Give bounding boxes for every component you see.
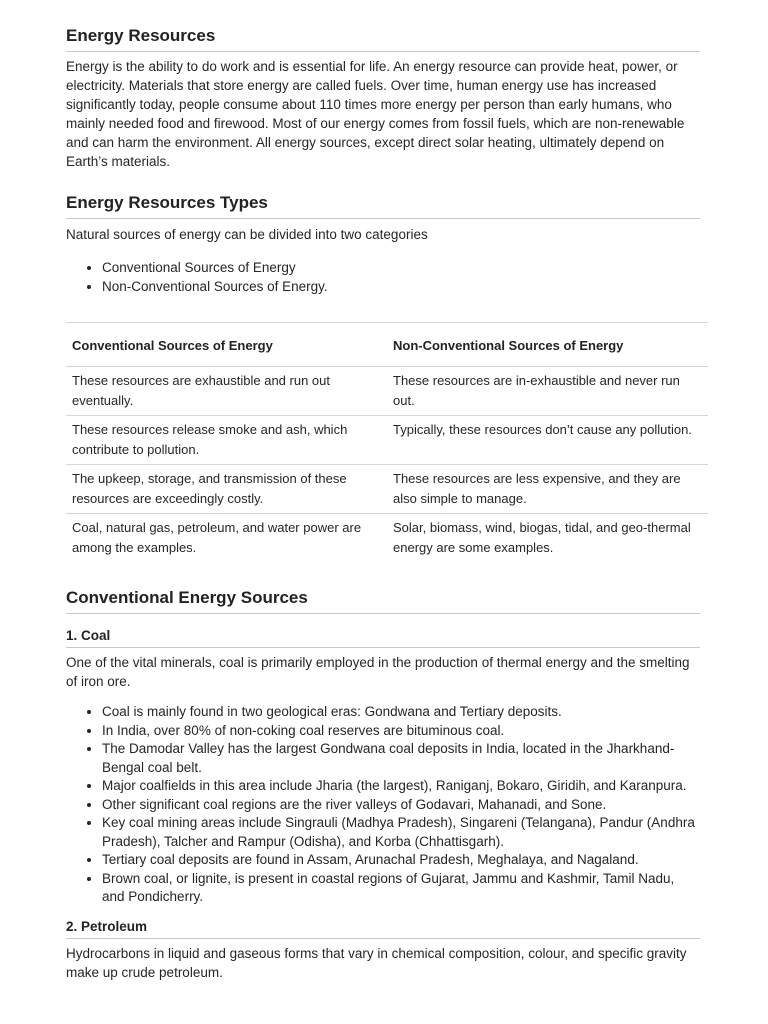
- energy-types-list: [66, 259, 700, 296]
- list-item: • The Damodar Valley has the largest Gondwana coal deposits in India, located in the Jharkhand-Bengal coal belt.: [102, 740, 700, 777]
- list-item: • Coal is mainly found in two geological eras: Gondwana and Tertiary deposits.: [102, 703, 700, 722]
- list-item: • Conventional Sources of Energy: [102, 259, 700, 278]
- list-item: • In India, over 80% of non-coking coal reserves are bituminous coal.: [102, 722, 700, 741]
- table-cell: Coal, natural gas, petroleum, and water power are among the examples.: [72, 520, 362, 555]
- table-cell: Solar, biomass, wind, biogas, tidal, and geo-thermal energy are some examples.: [393, 520, 691, 555]
- table-header-non-conventional: Non-Conventional Sources of Energy: [387, 323, 708, 367]
- energy-resources-paragraph: Energy is the ability to do work and is essential for life. An energy resource can provide heat, power, or electricity. Materials that store energy are called fuels. Over time, human energy use has increased significantly today, people consume about 110 times more energy per person than early humans, who mainly needed food and firewood. Most of our energy comes from fossil fuels, which are non-renewable and can harm the environment. All energy sources, except direct solar heating, ultimately depend on Earth’s materials.: [66, 59, 685, 169]
- list-item: • Key coal mining areas include Singrauli (Madhya Pradesh), Singareni (Telangana), Pandur (Andhra Pradesh), Talcher and Rampur (Odisha), and Korba (Chhattisgarh).: [102, 814, 700, 851]
- table-row: [66, 465, 708, 514]
- table-row: [66, 514, 708, 563]
- conventional-sources-heading: Conventional Energy Sources: [66, 588, 700, 614]
- table-cell: These resources are exhaustible and run out eventually.: [66, 367, 387, 416]
- table-cell: The upkeep, storage, and transmission of these resources are exceedingly costly.: [66, 465, 387, 514]
- energy-types-intro: Natural sources of energy can be divided into two categories: [66, 227, 428, 242]
- comparison-table: [66, 322, 708, 562]
- table-cell: These resources are less expensive, and they are also simple to manage.: [387, 465, 708, 514]
- petroleum-paragraph: Hydrocarbons in liquid and gaseous forms that vary in chemical composition, colour, and specific gravity make up crude petroleum.: [66, 945, 687, 980]
- coal-heading: 1. Coal: [66, 628, 700, 648]
- table-header-conventional: Conventional Sources of Energy: [66, 323, 387, 367]
- list-item: • Brown coal, or lignite, is present in coastal regions of Gujarat, Jammu and Kashmir, Tamil Nadu, and Pondicherry.: [102, 870, 700, 907]
- table-cell: These resources are in-exhaustible and never run out.: [387, 367, 708, 416]
- table-cell: Typically, these resources don’t cause any pollution.: [387, 416, 708, 465]
- table-header-row: [66, 323, 708, 367]
- energy-resources-heading: Energy Resources: [66, 26, 700, 52]
- coal-facts-list: [66, 703, 700, 907]
- coal-paragraph: One of the vital minerals, coal is primarily employed in the production of thermal energy and the smelting of iron ore.: [66, 655, 690, 689]
- table-row: [66, 416, 708, 465]
- document-page: [66, 0, 700, 982]
- petroleum-heading: 2. Petroleum: [66, 919, 700, 939]
- list-item: • Non-Conventional Sources of Energy.: [102, 278, 700, 297]
- energy-types-heading: Energy Resources Types: [66, 193, 700, 219]
- table-cell: These resources release smoke and ash, which contribute to pollution.: [66, 416, 387, 465]
- table-row: [66, 367, 708, 416]
- list-item: • Other significant coal regions are the river valleys of Godavari, Mahanadi, and Sone.: [102, 796, 700, 815]
- list-item: • Tertiary coal deposits are found in Assam, Arunachal Pradesh, Meghalaya, and Nagaland.: [102, 851, 700, 870]
- list-item: • Major coalfields in this area include Jharia (the largest), Raniganj, Bokaro, Giridih, and Karanpura.: [102, 777, 700, 796]
